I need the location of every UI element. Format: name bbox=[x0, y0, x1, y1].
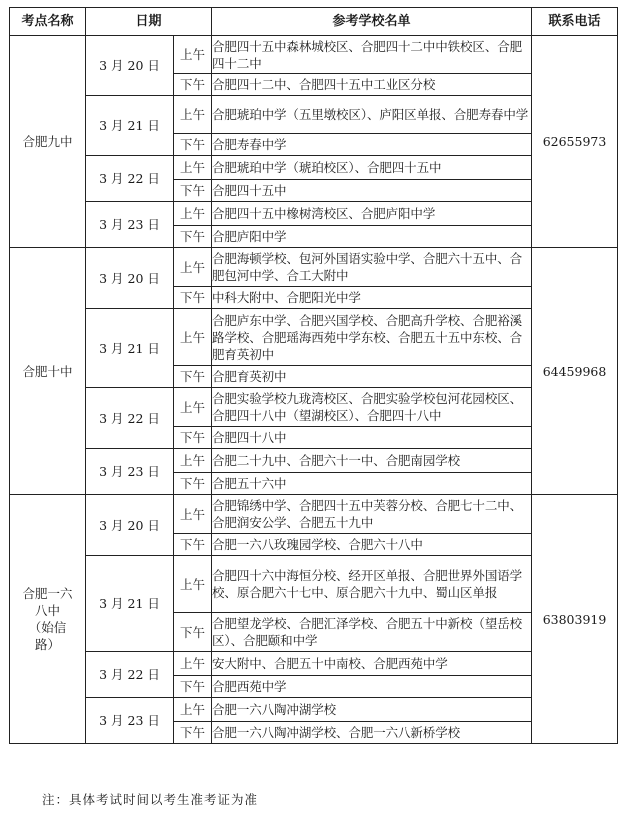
schedule-row bbox=[10, 309, 618, 366]
time-slot: 上午 bbox=[174, 156, 212, 180]
exam-date: 3 月 20 日 bbox=[86, 36, 174, 96]
exam-date: 3 月 23 日 bbox=[86, 202, 174, 248]
school-list: 合肥四十五中 bbox=[212, 180, 532, 202]
school-list: 合肥庐东中学、合肥兴国学校、合肥高升学校、合肥裕溪路学校、合肥瑶海西苑中学东校、合肥五十五中东校、合肥育英初中 bbox=[212, 309, 532, 366]
time-slot: 上午 bbox=[174, 449, 212, 473]
time-slot: 上午 bbox=[174, 388, 212, 427]
school-list: 合肥琥珀中学（琥珀校区）、合肥四十五中 bbox=[212, 156, 532, 180]
time-slot: 上午 bbox=[174, 556, 212, 613]
exam-schedule-sheet bbox=[9, 7, 618, 744]
schedule-row bbox=[10, 556, 618, 613]
time-slot: 上午 bbox=[174, 202, 212, 226]
school-list: 合肥一六八陶冲湖学校 bbox=[212, 698, 532, 722]
school-list: 合肥五十六中 bbox=[212, 473, 532, 495]
time-slot: 下午 bbox=[174, 473, 212, 495]
school-list: 合肥四十二中、合肥四十五中工业区分校 bbox=[212, 74, 532, 96]
time-slot: 下午 bbox=[174, 676, 212, 698]
school-list: 合肥海顿学校、包河外国语实验中学、合肥六十五中、合肥包河中学、合工大附中 bbox=[212, 248, 532, 287]
time-slot: 下午 bbox=[174, 534, 212, 556]
exam-date: 3 月 23 日 bbox=[86, 449, 174, 495]
time-slot: 下午 bbox=[174, 74, 212, 96]
exam-date: 3 月 21 日 bbox=[86, 556, 174, 652]
school-list: 合肥一六八陶冲湖学校、合肥一六八新桥学校 bbox=[212, 722, 532, 744]
time-slot: 下午 bbox=[174, 613, 212, 652]
school-list: 合肥寿春中学 bbox=[212, 134, 532, 156]
exam-date: 3 月 20 日 bbox=[86, 248, 174, 309]
exam-date: 3 月 21 日 bbox=[86, 309, 174, 388]
venue-name: 合肥九中 bbox=[10, 36, 86, 248]
school-list: 合肥四十八中 bbox=[212, 427, 532, 449]
contact-phone: 62655973 bbox=[532, 36, 618, 248]
school-list: 合肥四十五中橡树湾校区、合肥庐阳中学 bbox=[212, 202, 532, 226]
venue-name: 合肥十中 bbox=[10, 248, 86, 495]
header-date: 日期 bbox=[86, 8, 212, 36]
exam-schedule-table bbox=[9, 7, 618, 744]
time-slot: 上午 bbox=[174, 248, 212, 287]
exam-date: 3 月 23 日 bbox=[86, 698, 174, 744]
contact-phone: 63803919 bbox=[532, 495, 618, 744]
school-list: 合肥二十九中、合肥六十一中、合肥南园学校 bbox=[212, 449, 532, 473]
school-list: 合肥西苑中学 bbox=[212, 676, 532, 698]
exam-date: 3 月 22 日 bbox=[86, 652, 174, 698]
school-list: 合肥琥珀中学（五里墩校区）、庐阳区单报、合肥寿春中学 bbox=[212, 96, 532, 134]
venue-name-line: 八中 bbox=[34, 603, 60, 618]
header-venue: 考点名称 bbox=[10, 8, 86, 36]
time-slot: 下午 bbox=[174, 722, 212, 744]
schedule-row bbox=[10, 248, 618, 287]
schedule-row bbox=[10, 652, 618, 676]
time-slot: 下午 bbox=[174, 287, 212, 309]
header-schools: 参考学校名单 bbox=[212, 8, 532, 36]
time-slot: 下午 bbox=[174, 226, 212, 248]
school-list: 中科大附中、合肥阳光中学 bbox=[212, 287, 532, 309]
time-slot: 上午 bbox=[174, 36, 212, 74]
time-slot: 上午 bbox=[174, 652, 212, 676]
school-list: 合肥庐阳中学 bbox=[212, 226, 532, 248]
schedule-row bbox=[10, 495, 618, 534]
time-slot: 上午 bbox=[174, 698, 212, 722]
school-list: 合肥一六八玫瑰园学校、合肥六十八中 bbox=[212, 534, 532, 556]
table-header-row bbox=[10, 8, 618, 36]
contact-phone: 64459968 bbox=[532, 248, 618, 495]
exam-date: 3 月 21 日 bbox=[86, 96, 174, 156]
schedule-row bbox=[10, 96, 618, 134]
venue-name-line: （始信 bbox=[28, 620, 67, 635]
exam-date: 3 月 22 日 bbox=[86, 156, 174, 202]
time-slot: 下午 bbox=[174, 180, 212, 202]
school-list: 合肥育英初中 bbox=[212, 366, 532, 388]
school-list: 合肥锦绣中学、合肥四十五中芙蓉分校、合肥七十二中、合肥润安公学、合肥五十九中 bbox=[212, 495, 532, 534]
schedule-body bbox=[10, 36, 618, 744]
exam-date: 3 月 20 日 bbox=[86, 495, 174, 556]
venue-name-line: 合肥一六 bbox=[22, 586, 73, 601]
time-slot: 下午 bbox=[174, 134, 212, 156]
school-list: 合肥实验学校九珑湾校区、合肥实验学校包河花园校区、合肥四十八中（望湖校区）、合肥四十八中 bbox=[212, 388, 532, 427]
schedule-row bbox=[10, 698, 618, 722]
school-list: 合肥望龙学校、合肥汇泽学校、合肥五十中新校（望岳校区）、合肥颐和中学 bbox=[212, 613, 532, 652]
school-list: 合肥四十五中森林城校区、合肥四十二中中铁校区、合肥四十二中 bbox=[212, 36, 532, 74]
time-slot: 下午 bbox=[174, 427, 212, 449]
time-slot: 下午 bbox=[174, 366, 212, 388]
schedule-row bbox=[10, 449, 618, 473]
exam-date: 3 月 22 日 bbox=[86, 388, 174, 449]
schedule-row bbox=[10, 156, 618, 180]
time-slot: 上午 bbox=[174, 96, 212, 134]
schedule-row bbox=[10, 202, 618, 226]
venue-name-line: 路） bbox=[34, 637, 60, 652]
school-list: 安大附中、合肥五十中南校、合肥西苑中学 bbox=[212, 652, 532, 676]
venue-name bbox=[10, 495, 86, 744]
schedule-row bbox=[10, 36, 618, 74]
header-phone: 联系电话 bbox=[532, 8, 618, 36]
school-list: 合肥四十六中海恒分校、经开区单报、合肥世界外国语学校、原合肥六十七中、原合肥六十九中、蜀山区单报 bbox=[212, 556, 532, 613]
footnote: 注：具体考试时间以考生准考证为准 bbox=[42, 792, 259, 807]
schedule-row bbox=[10, 388, 618, 427]
time-slot: 上午 bbox=[174, 495, 212, 534]
time-slot: 上午 bbox=[174, 309, 212, 366]
